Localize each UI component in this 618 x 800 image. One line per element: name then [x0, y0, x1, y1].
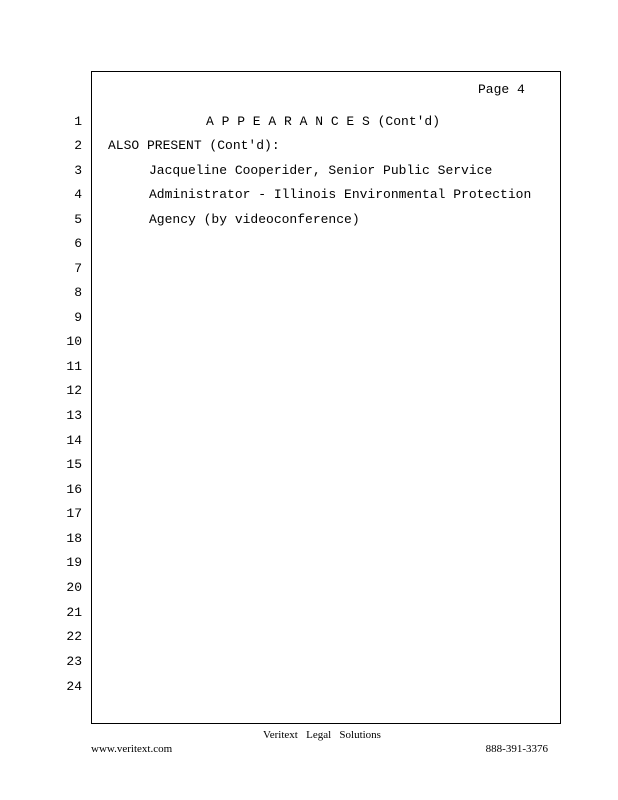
- footer-company: Veritext Legal Solutions: [263, 729, 381, 741]
- line-number: 6: [74, 236, 82, 251]
- line-number: 7: [74, 261, 82, 276]
- line-number: 1: [74, 114, 82, 129]
- line-number: 12: [66, 383, 82, 398]
- line-number: 20: [66, 580, 82, 595]
- line-number: 24: [66, 679, 82, 694]
- line-number: 3: [74, 163, 82, 178]
- line-number: 9: [74, 310, 82, 325]
- line-number: 4: [74, 187, 82, 202]
- line-number: 19: [66, 555, 82, 570]
- line-number: 22: [66, 629, 82, 644]
- line-number: 5: [74, 212, 82, 227]
- line-number: 16: [66, 482, 82, 497]
- transcript-line: Agency (by videoconference): [149, 212, 360, 227]
- line-number: 17: [66, 506, 82, 521]
- transcript-line: Administrator - Illinois Environmental Protection: [149, 187, 532, 202]
- appearances-heading: A P P E A R A N C E S (Cont'd): [206, 114, 441, 129]
- line-number: 11: [66, 359, 82, 374]
- line-number: 2: [74, 138, 82, 153]
- line-number: 13: [66, 408, 82, 423]
- footer-website: www.veritext.com: [91, 743, 173, 755]
- also-present-heading: ALSO PRESENT (Cont'd):: [108, 138, 280, 153]
- line-number: 15: [66, 457, 82, 472]
- line-number: 8: [74, 285, 82, 300]
- line-number: 21: [66, 605, 82, 620]
- transcript-line: Jacqueline Cooperider, Senior Public Service: [149, 163, 493, 178]
- line-number: 18: [66, 531, 82, 546]
- line-number: 14: [66, 433, 82, 448]
- footer-phone: 888-391-3376: [485, 743, 548, 755]
- line-number: 10: [66, 334, 82, 349]
- line-number: 23: [66, 654, 82, 669]
- page-number: Page 4: [478, 82, 525, 97]
